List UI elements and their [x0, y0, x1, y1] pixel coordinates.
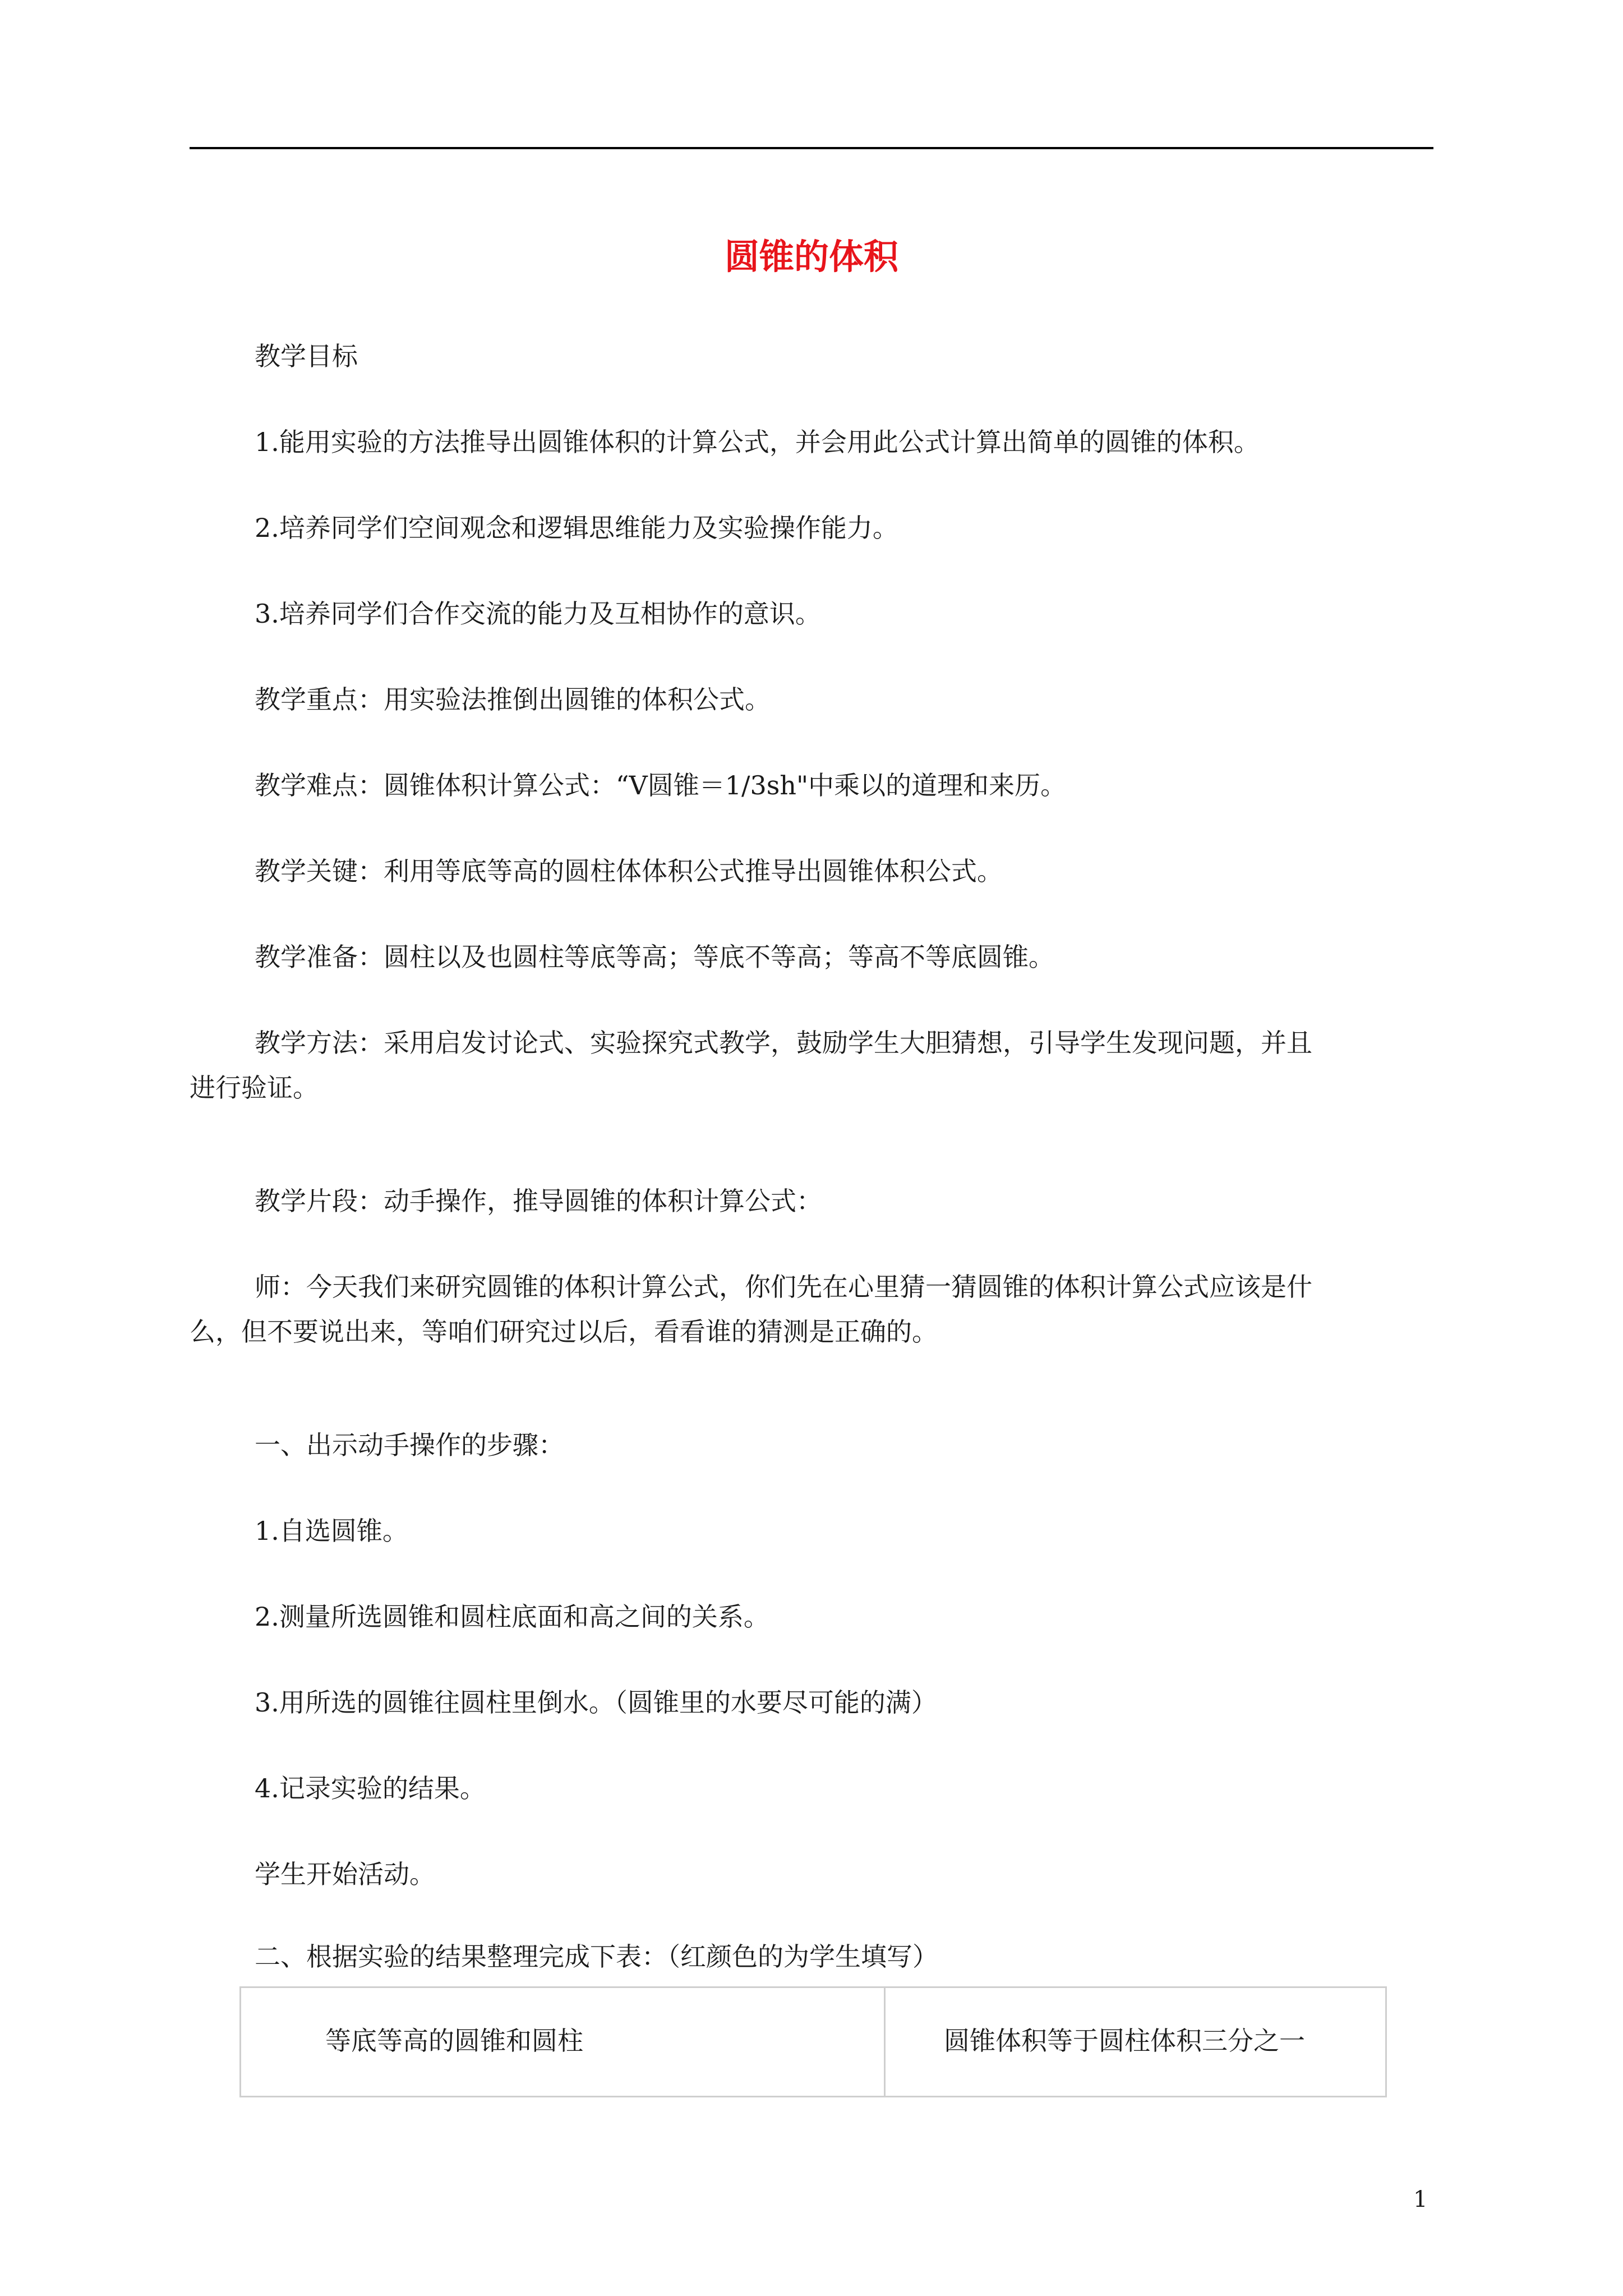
paragraph-step-1 [190, 1514, 1433, 1548]
table-cell-text: 圆锥体积等于圆柱体积三分之一 [944, 2026, 1305, 2056]
paragraph-text: 1.自选圆锥。 [255, 1516, 408, 1546]
paragraph-text: 一、出示动手操作的步骤： [255, 1430, 564, 1460]
table-cell [886, 1988, 1385, 2096]
paragraph-text: 3.用所选的圆锥往圆柱里倒水。（圆锥里的水要尽可能的满） [255, 1687, 937, 1718]
paragraph-objective-1 [190, 425, 1433, 459]
paragraph-activity [190, 1857, 1433, 1891]
paragraph-objective-3 [190, 597, 1433, 631]
table-cell-text: 等底等高的圆锥和圆柱 [325, 2026, 583, 2056]
paragraph-text: 1.能用实验的方法推导出圆锥体积的计算公式，并会用此公式计算出简单的圆锥的体积。 [255, 427, 1260, 457]
paragraph-preparation [190, 940, 1433, 974]
paragraph-teacher [190, 1270, 1433, 1349]
table-cell [241, 1988, 886, 2096]
paragraph-difficulty [190, 769, 1433, 802]
paragraph-text: 3.培养同学们合作交流的能力及互相协作的意识。 [255, 599, 821, 629]
paragraph-text: 教学片段：动手操作，推导圆锥的体积计算公式： [255, 1186, 822, 1216]
paragraph-key-point [190, 683, 1433, 716]
paragraph-method [190, 1026, 1433, 1105]
paragraph-step-2 [190, 1600, 1433, 1634]
paragraph-text: 教学准备：圆柱以及也圆柱等底等高；等底不等高；等高不等底圆锥。 [255, 942, 1054, 972]
paragraph-step-3 [190, 1686, 1433, 1719]
paragraph-text: 二、根据实验的结果整理完成下表：（红颜色的为学生填写） [255, 1941, 938, 1972]
paragraph-text: 学生开始活动。 [255, 1859, 435, 1889]
paragraph-text: 师：今天我们来研究圆锥的体积计算公式，你们先在心里猜一猜圆锥的体积计算公式应该是什 [255, 1272, 1312, 1302]
paragraph-text: 2.测量所选圆锥和圆柱底面和高之间的关系。 [255, 1602, 769, 1632]
paragraph-table-heading [190, 1940, 1433, 1973]
page-number: 1 [1413, 2187, 1428, 2212]
results-table [239, 1986, 1387, 2097]
paragraph-segment [190, 1184, 1433, 1218]
paragraph-text: 教学关键：利用等底等高的圆柱体体积公式推导出圆锥体积公式。 [255, 856, 1003, 886]
paragraph-text: 教学方法：采用启发讨论式、实验探究式教学，鼓励学生大胆猜想，引导学生发现问题，并且 [255, 1028, 1312, 1058]
paragraph-key [190, 854, 1433, 888]
paragraph-objective-2 [190, 511, 1433, 545]
paragraph-text: 教学难点：圆锥体积计算公式：“V圆锥＝1/3sh"中乘以的道理和来历。 [255, 770, 1067, 800]
paragraph-steps-heading [190, 1428, 1433, 1462]
paragraph-text-continued: 么，但不要说出来，等咱们研究过以后，看看谁的猜测是正确的。 [190, 1317, 938, 1347]
paragraph-text: 教学重点：用实验法推倒出圆锥的体积公式。 [255, 684, 771, 715]
paragraph-text-continued: 进行验证。 [190, 1073, 319, 1103]
paragraph-text: 4.记录实验的结果。 [255, 1773, 486, 1803]
paragraph-step-4 [190, 1772, 1433, 1805]
paragraph-objectives-heading [190, 339, 1433, 373]
paragraph-text: 教学目标 [255, 341, 358, 371]
header-rule [190, 147, 1433, 149]
document-title: 圆锥的体积 [724, 236, 898, 277]
paragraph-text: 2.培养同学们空间观念和逻辑思维能力及实验操作能力。 [255, 513, 898, 543]
